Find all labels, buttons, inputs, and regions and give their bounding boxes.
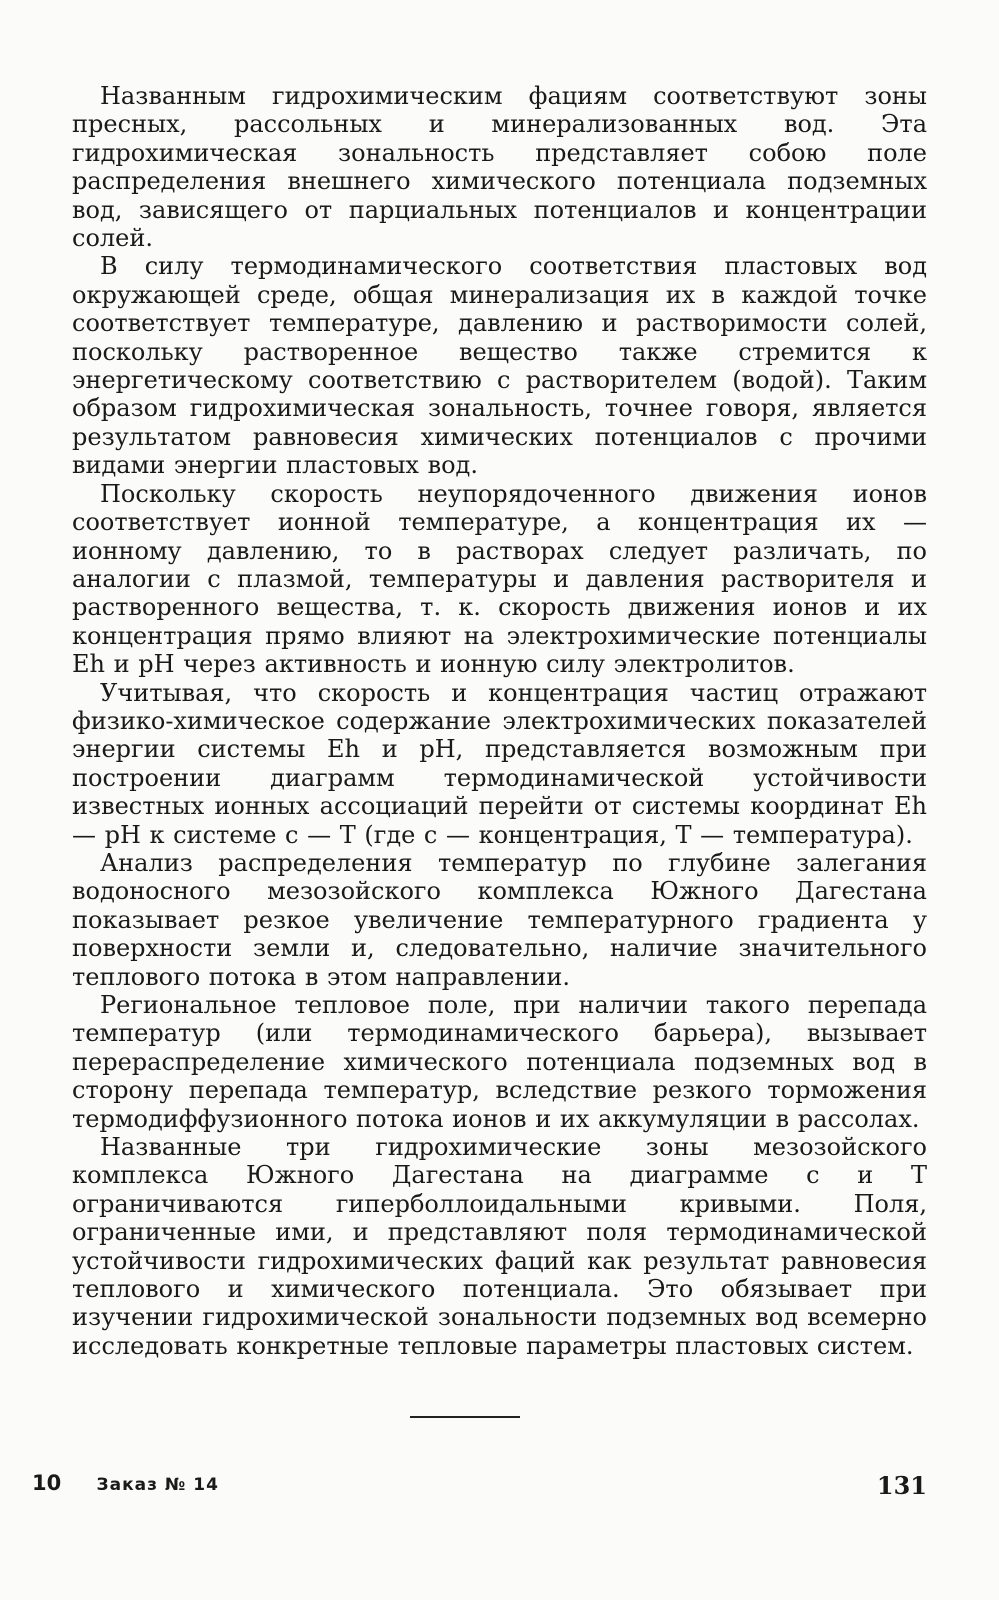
body-text xyxy=(72,82,927,1360)
paragraph: Названным гидрохимическим фациям соответствуют зоны пресных, рассольных и минерализованных вод. Эта гидрохимическая зональность представляет собою поле распределения внешнего химического потенциала подземных вод, зависящего от парциальных потенциалов и концентрации солей. xyxy=(72,82,927,253)
printer-signature xyxy=(32,1471,219,1495)
paragraph: В силу термодинамического соответствия пластовых вод окружающей среде, общая минерализация их в каждой точке соответствует температуре, давлению и растворимости солей, поскольку растворенное вещество также стремится к энергетическому соответствию с растворителем (водой). Таким образом гидрохимическая зональность, точнее говоря, является результатом равновесия химических потенциалов с прочими видами энергии пластовых вод. xyxy=(72,252,927,480)
order-label: Заказ № 14 xyxy=(96,1475,219,1495)
paragraph: Поскольку скорость неупорядоченного движения ионов соответствует ионной температуре, а концентрация их — ионному давлению, то в растворах следует различать, по аналогии с плазмой, температуры и давления растворителя и растворенного вещества, т. к. скорость движения ионов и их концентрация прямо влияют на электрохимические потенциалы Eh и pH через активность и ионную силу электролитов. xyxy=(72,479,927,679)
page-number: 131 xyxy=(876,1471,927,1500)
paragraph: Учитывая, что скорость и концентрация частиц отражают физико-химическое содержание электрохимических показателей энергии системы Eh и pH, представляется возможным при построении диаграмм термодинамической устойчивости известных ионных ассоциаций перейти от системы координат Eh — pH к системе c — T (где c — концентрация, T — температура). xyxy=(72,678,927,849)
paragraph: Названные три гидрохимические зоны мезозойского комплекса Южного Дагестана на диаграмме c и T ограничиваются гиперболлоидальными кривыми. Поля, ограниченные ими, и представляют поля термодинамической устойчивости гидрохимических фаций как результат равновесия теплового и химического потенциала. Это обязывает при изучении гидрохимической зональности подземных вод всемерно исследовать конкретные тепловые параметры пластовых систем. xyxy=(72,1133,927,1360)
paragraph: Анализ распределения температур по глубине залегания водоносного мезозойского комплекса Южного Дагестана показывает резкое увеличение температурного градиента у поверхности земли и, следовательно, наличие значительного теплового потока в этом направлении. xyxy=(72,848,927,991)
section-end-rule xyxy=(410,1416,520,1418)
signature-number: 10 xyxy=(32,1471,62,1495)
paragraph: Региональное тепловое поле, при наличии такого перепада температур (или термодинамического барьера), вызывает перераспределение химического потенциала подземных вод в сторону перепада температур, вследствие резкого торможения термодиффузионного потока ионов и их аккумуляции в рассолах. xyxy=(72,991,927,1133)
